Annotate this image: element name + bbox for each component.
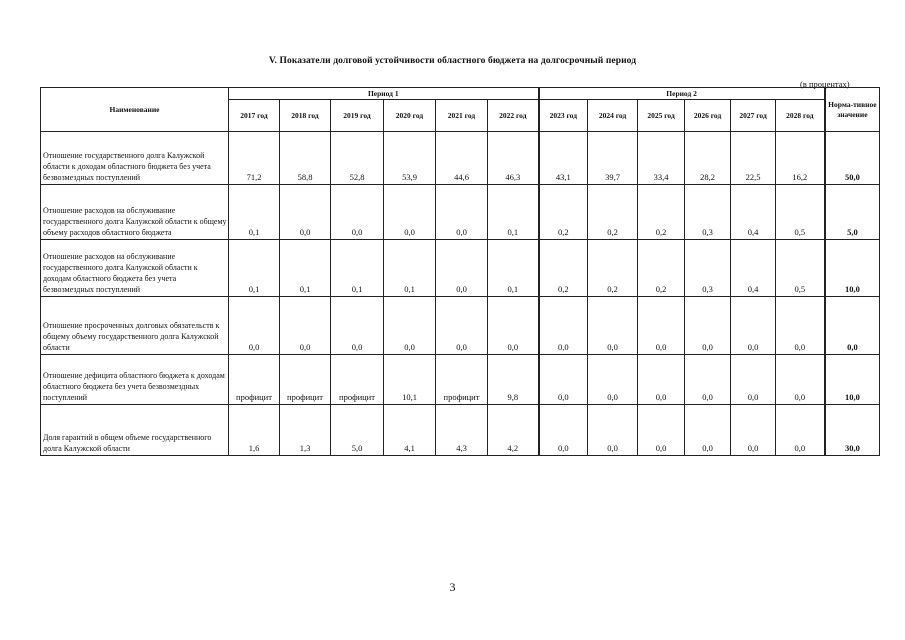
name-header: Наименование: [41, 88, 229, 132]
value-cell: 10,1: [384, 355, 436, 405]
value-cell: 0,1: [488, 240, 539, 297]
value-cell: профицит: [436, 355, 488, 405]
value-cell: 0,1: [229, 240, 280, 297]
value-cell: 0,2: [638, 185, 685, 240]
value-cell: 52,8: [331, 132, 384, 185]
value-cell: 0,0: [638, 297, 685, 355]
norm-cell: 30,0: [825, 405, 880, 456]
value-cell: 0,2: [638, 240, 685, 297]
value-cell: 0,3: [685, 240, 731, 297]
table-row: [41, 185, 880, 240]
document-title: V. Показатели долговой устойчивости областного бюджета на долгосрочный период: [268, 56, 637, 66]
norm-header: Норма-тивное значение: [825, 88, 880, 132]
year-header: 2026 год: [685, 100, 731, 132]
value-cell: 4,1: [384, 405, 436, 456]
value-cell: 44,6: [436, 132, 488, 185]
value-cell: 0,1: [280, 240, 331, 297]
value-cell: 0,2: [539, 240, 588, 297]
table-row: [41, 355, 880, 405]
row-name: Отношение расходов на обслуживание государственного долга Калужской области к доходам областного бюджета без учета безвозмездных поступлений: [41, 240, 229, 297]
value-cell: 0,5: [776, 185, 825, 240]
value-cell: 0,0: [776, 355, 825, 405]
period1-header: Период 1: [229, 88, 539, 100]
value-cell: 0,0: [331, 185, 384, 240]
value-cell: 39,7: [588, 132, 638, 185]
value-cell: 0,1: [384, 240, 436, 297]
value-cell: 0,0: [776, 405, 825, 456]
value-cell: 5,0: [331, 405, 384, 456]
norm-cell: 10,0: [825, 240, 880, 297]
value-cell: 0,0: [685, 405, 731, 456]
page-number: 3: [449, 580, 456, 594]
value-cell: 0,1: [229, 185, 280, 240]
value-cell: 0,4: [731, 240, 776, 297]
value-cell: 0,0: [588, 297, 638, 355]
value-cell: 0,0: [731, 297, 776, 355]
value-cell: 0,0: [436, 297, 488, 355]
value-cell: 9,8: [488, 355, 539, 405]
value-cell: 71,2: [229, 132, 280, 185]
value-cell: 0,0: [638, 355, 685, 405]
value-cell: 0,2: [588, 240, 638, 297]
row-name: Отношение дефицита областного бюджета к доходам областного бюджета без учета безвозмездных поступлений: [41, 355, 229, 405]
value-cell: 4,3: [436, 405, 488, 456]
row-name: Отношение государственного долга Калужской области к доходам областного бюджета без учета безвозмездных поступлений: [41, 132, 229, 185]
value-cell: профицит: [280, 355, 331, 405]
year-header: 2022 год: [488, 100, 539, 132]
row-name: Доля гарантий в общем объеме государственного долга Калужской области: [41, 405, 229, 456]
value-cell: 0,0: [776, 297, 825, 355]
value-cell: 0,2: [588, 185, 638, 240]
value-cell: 0,0: [280, 297, 331, 355]
table-row: [41, 297, 880, 355]
debt-indicators-table: [40, 87, 880, 456]
year-header: 2025 год: [638, 100, 685, 132]
value-cell: 4,2: [488, 405, 539, 456]
norm-cell: 5,0: [825, 185, 880, 240]
value-cell: 0,4: [731, 185, 776, 240]
value-cell: 22,5: [731, 132, 776, 185]
value-cell: 0,0: [731, 405, 776, 456]
year-header: 2020 год: [384, 100, 436, 132]
year-header: 2023 год: [539, 100, 588, 132]
value-cell: 0,0: [436, 185, 488, 240]
value-cell: профицит: [229, 355, 280, 405]
value-cell: 0,0: [731, 355, 776, 405]
value-cell: 0,5: [776, 240, 825, 297]
value-cell: 0,0: [229, 297, 280, 355]
value-cell: 0,0: [685, 297, 731, 355]
value-cell: 16,2: [776, 132, 825, 185]
value-cell: 1,6: [229, 405, 280, 456]
norm-cell: 10,0: [825, 355, 880, 405]
value-cell: 0,0: [436, 240, 488, 297]
row-name: Отношение расходов на обслуживание государственного долга Калужской области к общему объему расходов областного бюджета: [41, 185, 229, 240]
value-cell: 0,0: [331, 297, 384, 355]
value-cell: 1,3: [280, 405, 331, 456]
value-cell: 0,0: [384, 297, 436, 355]
value-cell: 0,0: [539, 355, 588, 405]
units-note: (в процентах): [800, 79, 850, 89]
value-cell: 58,8: [280, 132, 331, 185]
value-cell: 28,2: [685, 132, 731, 185]
table-row: [41, 132, 880, 185]
year-header: 2024 год: [588, 100, 638, 132]
value-cell: 0,0: [539, 405, 588, 456]
value-cell: 0,0: [638, 405, 685, 456]
table-row: [41, 240, 880, 297]
value-cell: 0,0: [488, 297, 539, 355]
value-cell: 0,0: [384, 185, 436, 240]
value-cell: 53,9: [384, 132, 436, 185]
row-name: Отношение просроченных долговых обязательств к общему объему государственного долга Калужской области: [41, 297, 229, 355]
year-header: 2028 год: [776, 100, 825, 132]
value-cell: 0,0: [539, 297, 588, 355]
value-cell: 46,3: [488, 132, 539, 185]
norm-cell: 50,0: [825, 132, 880, 185]
value-cell: 0,0: [685, 355, 731, 405]
period2-header: Период 2: [539, 88, 825, 100]
value-cell: 0,3: [685, 185, 731, 240]
year-header: 2021 год: [436, 100, 488, 132]
value-cell: 43,1: [539, 132, 588, 185]
value-cell: 0,1: [331, 240, 384, 297]
value-cell: профицит: [331, 355, 384, 405]
value-cell: 0,0: [588, 405, 638, 456]
value-cell: 0,0: [588, 355, 638, 405]
norm-cell: 0,0: [825, 297, 880, 355]
year-header: 2019 год: [331, 100, 384, 132]
value-cell: 0,1: [488, 185, 539, 240]
year-header: 2018 год: [280, 100, 331, 132]
value-cell: 0,2: [539, 185, 588, 240]
value-cell: 0,0: [280, 185, 331, 240]
value-cell: 33,4: [638, 132, 685, 185]
year-header: 2027 год: [731, 100, 776, 132]
table-row: [41, 405, 880, 456]
year-header: 2017 год: [229, 100, 280, 132]
